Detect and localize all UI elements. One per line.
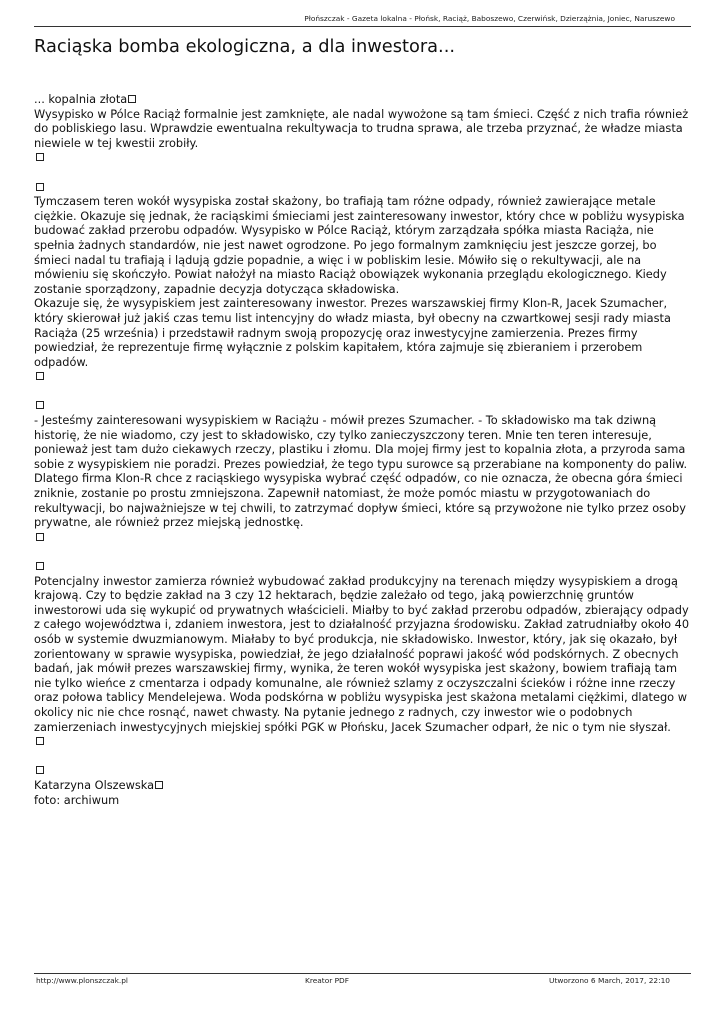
author-line: Katarzyna Olszewska	[34, 778, 696, 793]
paragraph-4: - Jesteśmy zainteresowani wysypiskiem w Raciążu - mówił prezes Szumacher. - To składowisko ma tak dziwną historię, że nie wiadomo, czy jest to składowisko, czy tylko zanieczyszczony teren. Mnie ten teren interesuje, ponieważ jest tam dużo ciekawych rzeczy, plastiku i złomu. Dla mojej firmy jest to kopalnia złota, a przyroda sama sobie z wysypiskiem nie poradzi. Prezes powiedział, że tego typu surowce są przerabiane na komponenty do paliw. Dlatego firma Klon-R chce z raciąskiego wysypiska wybrać część odpadów, co nie oznacza, że obecna góra śmieci zniknie, zostanie po prostu zmniejszona. Zapewnił natomiast, że może pomóc miastu w przygotowaniach do rekultywacji, bo najważniejsze w tej chwili, to zatrzymać dopływ śmieci, które są przywożone nie tylko przez osoby prywatne, ale również przez miejską jednostkę.	[34, 413, 688, 530]
photo-credit: foto: archiwum	[34, 792, 120, 807]
missing-glyph-box	[36, 737, 44, 745]
missing-glyph-box	[36, 562, 44, 570]
placeholder-box-line	[34, 180, 696, 195]
missing-glyph-box	[36, 372, 44, 380]
paragraph-3: Okazuje się, że wysypiskiem jest zainteresowany inwestor. Prezes warszawskiej firmy Klon-R, Jacek Szumacher, który skierował już jakiś czas temu list intencyjny do władz miasta, był obecny na czwartkowej sesji rady miasta Raciąża (25 września) i przedstawił radnym swoją propozycję oraz inwestycyjne zamierzenia. Prezes firmy powiedział, że reprezentuje firmę wyłącznie z polskim kapitałem, która zajmuje się zbieraniem i przerobem odpadów.	[34, 296, 671, 369]
placeholder-box-line	[34, 150, 696, 165]
placeholder-box-line	[34, 369, 696, 384]
placeholder-box-line	[34, 398, 696, 413]
footer-created: Utworzono 6 March, 2017, 22:10	[549, 976, 670, 985]
paragraph-2: Tymczasem teren wokół wysypiska został skażony, bo trafiają tam różne odpady, również zawierające metale ciężkie. Okazuje się jednak, że raciąskimi śmieciami jest zainteresowany inwestor, który chce w pobliżu wysypiska budować zakład przerobu odpadów. Wysypisko w Pólce Raciąż, którym zarządzała spółka miasta Raciąża, nie spełnia żadnych standardów, nie jest nawet ogrodzone. Po jego formalnym zamknięciu jest jeszcze gorzej, bo śmieci nadal tu trafiają i lądują gdzie popadnie, a więc i w pobliskim lesie. Mówiło się o rekultywacji, ale na mówieniu się skończyło. Powiat nałożył na miasto Raciąż obowiązek wykonania przeglądu ekologicznego. Kiedy zostanie sporządzony, zapadnie decyzja dotycząca składowiska.	[34, 194, 685, 296]
footer-url[interactable]: http://www.plonszczak.pl	[36, 976, 128, 985]
paragraph-1: Wysypisko w Pólce Raciąż formalnie jest zamknięte, ale nadal wywożone są tam śmieci. Część z nich trafia również do pobliskiego lasu. Wprawdzie ewentualna rekultywacja to trudna sprawa, ale trzeba przyznać, że władze miasta niewiele w tej kwestii zrobiły.	[34, 106, 689, 150]
placeholder-box-line	[34, 559, 696, 574]
missing-glyph-box	[36, 766, 44, 774]
article-body	[34, 92, 696, 807]
header-divider	[34, 26, 691, 27]
footer-generator: Kreator PDF	[305, 976, 350, 985]
paragraph-5: Potencjalny inwestor zamierza również wybudować zakład produkcyjny na terenach między wysypiskiem a drogą krajową. Czy to będzie zakład na 3 czy 12 hektarach, będzie zależało od tego, jaką powierzchnię gruntów inwestorowi uda się wykupić od prywatnych właścicieli. Miałby to być zakład przerobu odpadów, zbierający odpady z całego województwa i, zdaniem inwestora, jest to działalność przyjazna środowisku. Zakład zatrudniałby około 40 osób w systemie dwuzmianowym. Miałaby to być produkcja, nie składowisko. Inwestor, który, jak się okazało, był zorientowany w sprawie wysypiska, powiedział, że jego działalność poprawi jakość wód podskórnych. Z obecnych badań, jak mówił prezes warszawskiej firmy, wynika, że teren wokół wysypiska jest skażony, bowiem trafiają tam nie tylko wieńce z cmentarza i odpady komunalne, ale również szlamy z oczyszczalni ścieków i różne inne rzeczy oraz połowa tablicy Mendelejewa. Woda podskórna w pobliżu wysypiska jest skażona metalami ciężkimi, dlatego w okolicy nic nie chce rosnąć, nawet chwasty. Na pytanie jednego z radnych, czy inwestor wie o podobnych zamierzeniach inwestycyjnych miejskiej spółki PGK w Płońsku, Jacek Szumacher odparł, że nic o tym nie słyszał.	[34, 573, 690, 734]
missing-glyph-box	[36, 401, 44, 409]
missing-glyph-box	[36, 153, 44, 161]
missing-glyph-box	[36, 533, 44, 541]
missing-glyph-box	[128, 95, 136, 103]
placeholder-box-line	[34, 763, 696, 778]
article-lead: ... kopalnia złota	[34, 92, 696, 107]
running-header: Płońszczak - Gazeta lokalna - Płońsk, Raciąż, Baboszewo, Czerwińsk, Dzierzążnia, Joniec, Naruszewo	[304, 14, 675, 23]
footer-divider	[34, 973, 691, 974]
missing-glyph-box	[36, 183, 44, 191]
placeholder-box-line	[34, 530, 696, 545]
missing-glyph-box	[155, 781, 163, 789]
article-title: Raciąska bomba ekologiczna, a dla inwestora...	[34, 36, 455, 57]
placeholder-box-line	[34, 734, 696, 749]
